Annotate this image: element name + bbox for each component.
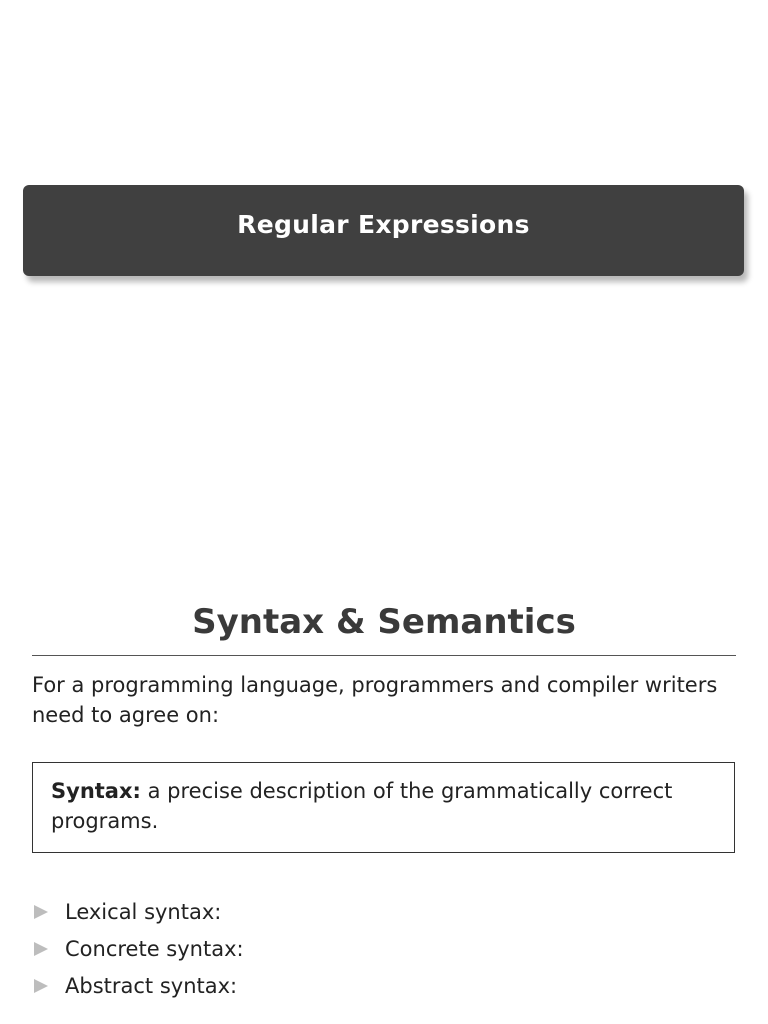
triangle-bullet-icon xyxy=(34,979,48,993)
triangle-bullet-icon xyxy=(34,942,48,956)
banner-title: Regular Expressions xyxy=(237,210,530,239)
triangle-bullet-icon xyxy=(34,905,48,919)
title-banner xyxy=(23,185,744,276)
definition-box xyxy=(32,762,735,853)
slide-heading: Syntax & Semantics xyxy=(192,602,576,642)
intro-paragraph: For a programming language, programmers and compiler writers need to agree on: xyxy=(32,673,718,727)
list-item xyxy=(32,930,244,967)
bullet-list xyxy=(32,893,244,1004)
bullet-label: Abstract syntax: xyxy=(65,973,238,998)
list-item xyxy=(32,967,244,1004)
bullet-label: Lexical syntax: xyxy=(65,899,222,924)
definition-term: Syntax: xyxy=(51,779,141,803)
heading-divider xyxy=(32,655,736,656)
bullet-label: Concrete syntax: xyxy=(65,936,244,961)
list-item xyxy=(32,893,244,930)
definition-text: a precise description of the grammatically correct programs. xyxy=(51,779,673,833)
